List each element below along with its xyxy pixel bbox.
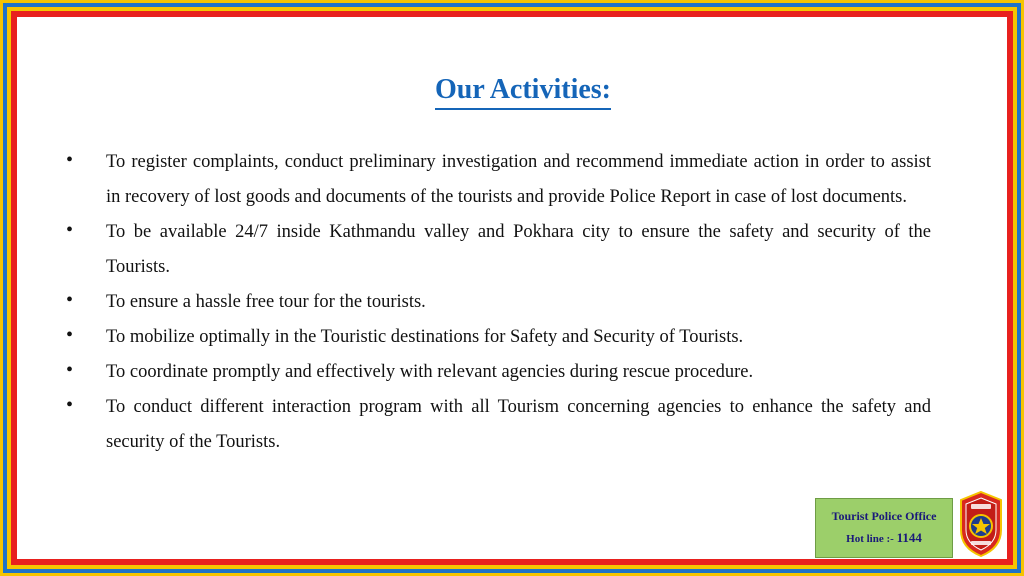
bullet-icon: • — [66, 289, 74, 311]
police-emblem-icon — [958, 490, 1004, 558]
slide-title: Our Activities: — [435, 75, 611, 110]
hotline-office: Tourist Police Office — [831, 509, 937, 523]
list-item-text: To mobilize optimally in the Touristic destinations for Safety and Security of Tourists. — [106, 327, 744, 347]
bullet-icon: • — [66, 324, 74, 346]
list-item-text: To be available 24/7 inside Kathmandu valley and Pokhara city to ensure the safety and security of the Tourists. — [106, 222, 931, 277]
slide-title-wrap — [0, 74, 1024, 110]
list-item — [66, 390, 931, 460]
list-item-text: To coordinate promptly and effectively with relevant agencies during rescue procedure. — [106, 362, 754, 382]
activities-list — [66, 145, 931, 460]
hotline-line — [816, 530, 952, 546]
list-item — [66, 215, 931, 285]
list-item-text: To register complaints, conduct preliminary investigation and recommend immediate action in order to assist in recovery of lost goods and documents of the tourists and provide Police Report in case of lost documents. — [106, 152, 931, 207]
list-item — [66, 285, 931, 320]
list-item — [66, 145, 931, 215]
list-item — [66, 320, 931, 355]
list-item — [66, 355, 931, 390]
list-item-text: To ensure a hassle free tour for the tourists. — [106, 292, 426, 312]
bullet-icon: • — [66, 149, 74, 171]
hotline-box — [815, 498, 953, 558]
bullet-icon: • — [66, 219, 74, 241]
list-item-text: To conduct different interaction program with all Tourism concerning agencies to enhance the safety and security of the Tourists. — [106, 397, 931, 452]
hotline-label: Hot line :- — [846, 533, 894, 545]
bullet-icon: • — [66, 394, 74, 416]
hotline-number: 1144 — [896, 530, 922, 545]
bullet-icon: • — [66, 359, 74, 381]
